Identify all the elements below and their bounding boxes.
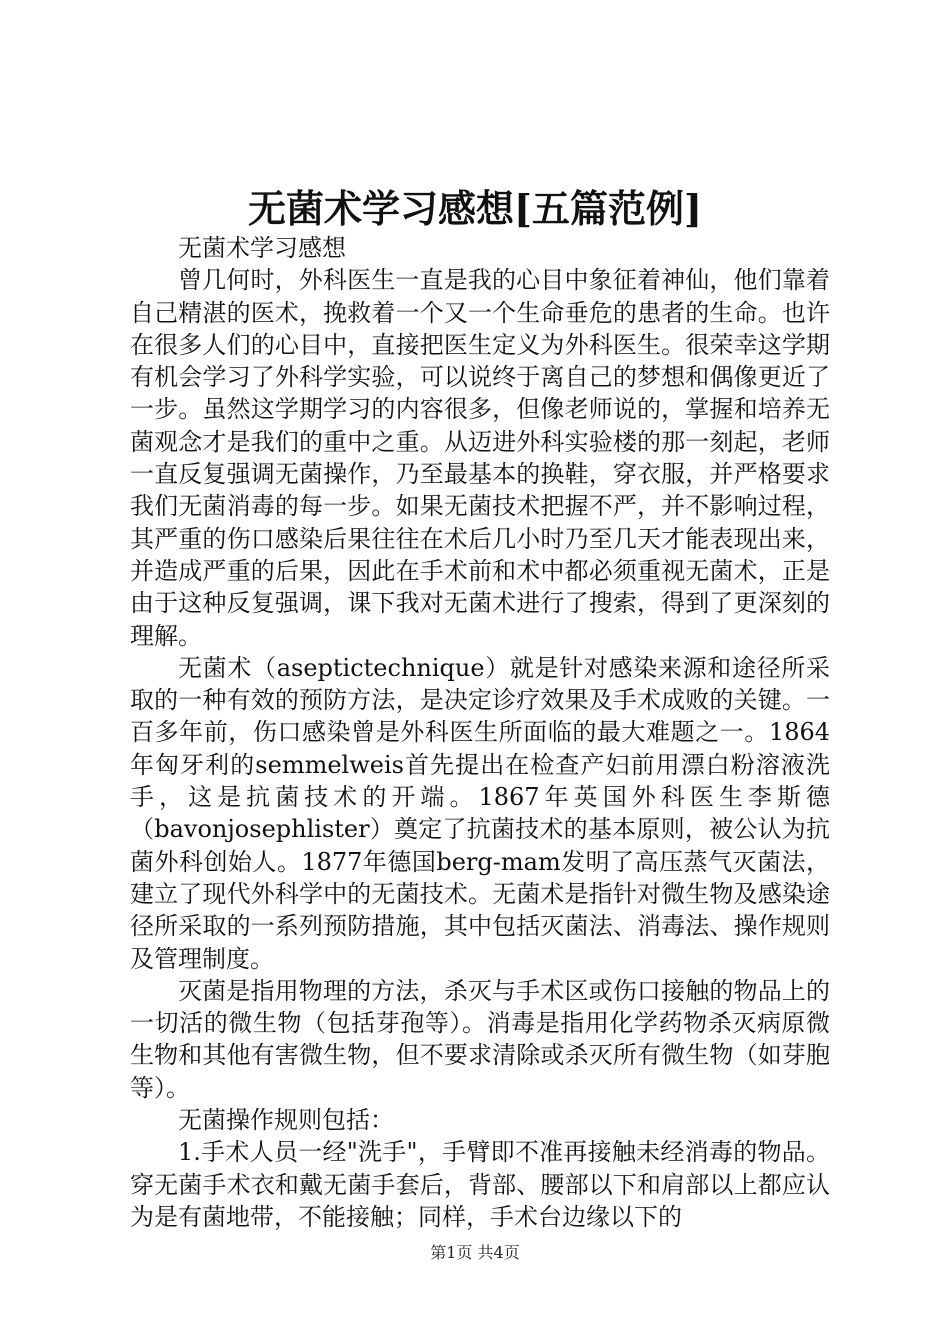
paragraph-subtitle: 无菌术学习感想 xyxy=(178,234,346,262)
paragraph: 曾几何时，外科医生一直是我的心目中象征着神仙，他们靠着自己精湛的医术，挽救着一个又一个生命垂危的患者的生命。也许在很多人们的心目中，直接把医生定义为外科医生。很荣幸这学期有机会学习了外科学实验，可以说终于离自己的梦想和偶像更近了一步。虽然这学期学习的内容很多，但像老师说的，掌握和培养无菌观念才是我们的重中之重。从迈进外科实验楼的那一刻起，老师一直反复强调无菌操作，乃至最基本的换鞋，穿衣服，并严格要求我们无菌消毒的每一步。如果无菌技术把握不严，并不影响过程，其严重的伤口感染后果往往在术后几小时乃至几天才能表现出来，并造成严重的后果，因此在手术前和术中都必须重视无菌术，正是由于这种反复强调，课下我对无菌术进行了搜索，得到了更深刻的理解。 xyxy=(130,266,830,650)
document-title: 无菌术学习感想[五篇范例] xyxy=(248,186,702,231)
paragraph: 无菌术（aseptictechnique）就是针对感染来源和途径所采取的一种有效的预防方法，是决定诊疗效果及手术成败的关键。一百多年前，伤口感染曾是外科医生所面临的最大难题之一。1864年匈牙利的semmelweis首先提出在检查产妇前用漂白粉溶液洗手，这是抗菌技术的开端。1867年英国外科医生李斯德（bavonjosephlister）奠定了抗菌技术的基本原则，被公认为抗菌外科创始人。1877年德国berg-mam发明了高压蒸气灭菌法，建立了现代外科学中的无菌技术。无菌术是指针对微生物及感染途径所采取的一系列预防措施，其中包括灭菌法、消毒法、操作规则及管理制度。 xyxy=(130,653,830,973)
document-body xyxy=(130,232,830,1233)
paragraph: 灭菌是指用物理的方法，杀灭与手术区或伤口接触的物品上的一切活的微生物（包括芽孢等）。消毒是指用化学药物杀灭病原微生物和其他有害微生物，但不要求清除或杀灭所有微生物（如芽胞等）。 xyxy=(130,976,830,1102)
paragraph: 1.手术人员一经"洗手"，手臂即不准再接触未经消毒的物品。穿无菌手术衣和戴无菌手套后，背部、腰部以下和肩部以上都应认为是有菌地带，不能接触；同样，手术台边缘以下的 xyxy=(130,1138,830,1231)
page-number-footer: 第1页 共4页 xyxy=(430,1243,520,1262)
paragraph: 无菌操作规则包括： xyxy=(178,1106,394,1135)
